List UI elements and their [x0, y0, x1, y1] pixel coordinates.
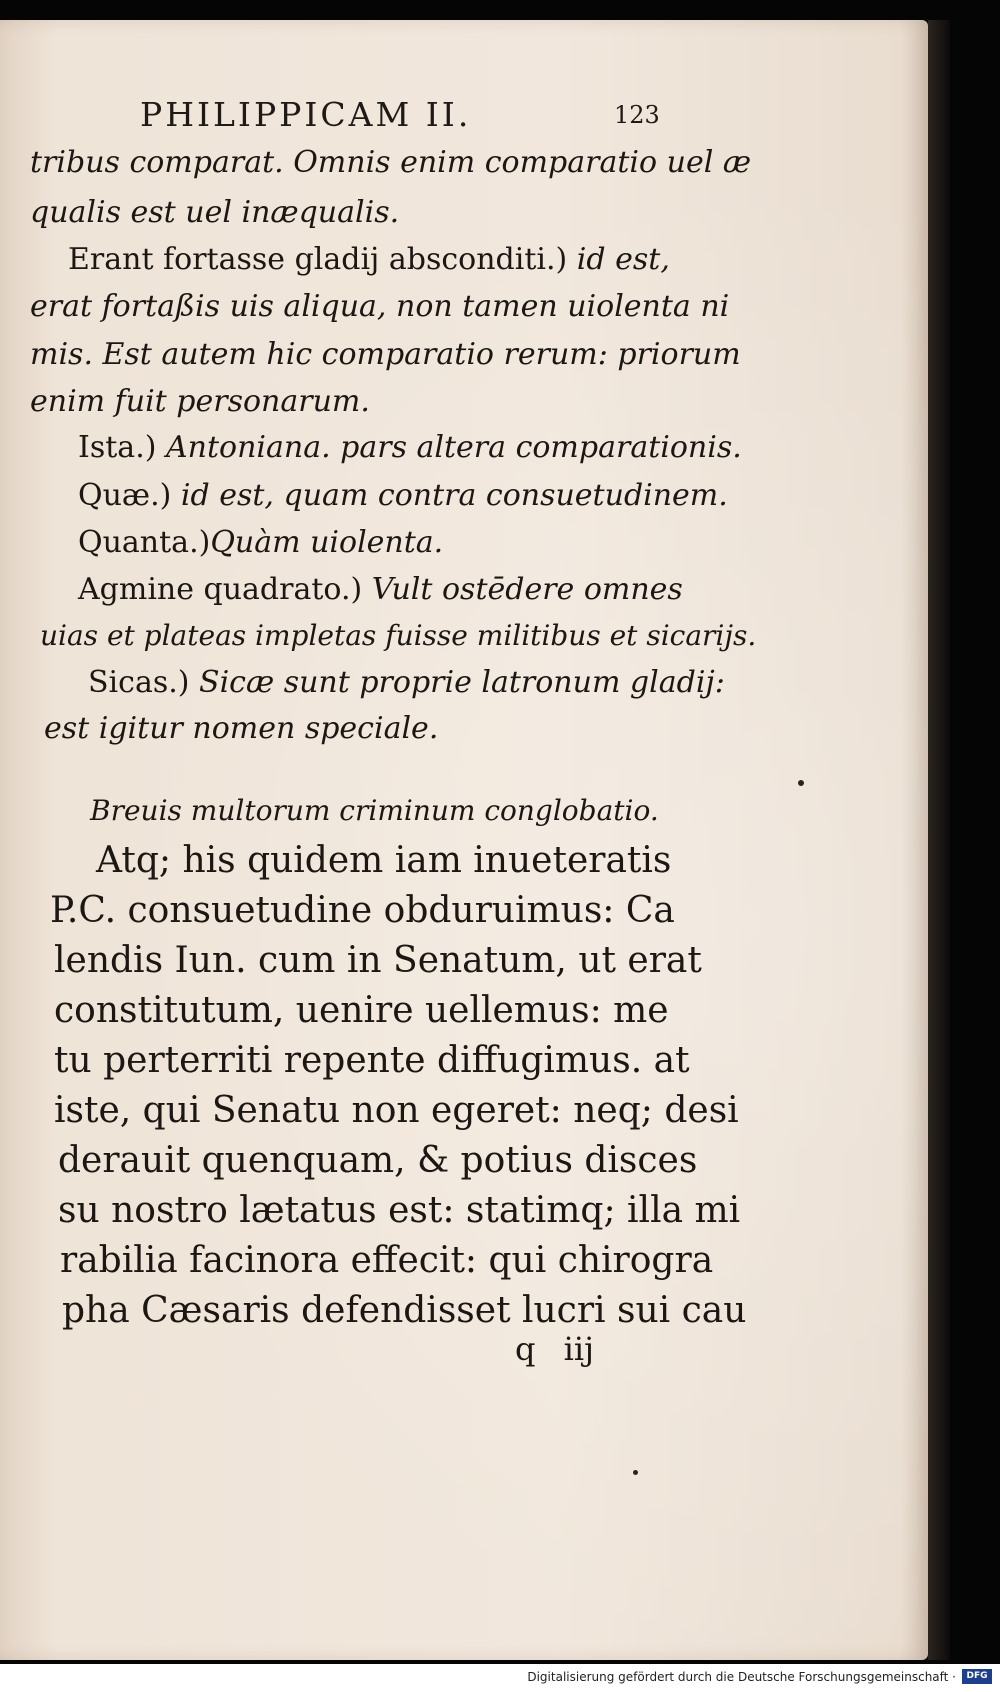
text-line: iste, qui Senatu non egeret: neq; desi: [54, 1090, 739, 1131]
text-line: [78, 525, 444, 560]
gloss: id est, quam contra consuetudinem.: [171, 478, 728, 513]
text-line: mis. Est autem hic comparatio rerum: priorum: [30, 337, 741, 372]
text-line: lendis Iun. cum in Senatum, ut erat: [54, 940, 702, 981]
text-line: qualis est uel inæqualis.: [30, 195, 400, 230]
page-edge: [928, 20, 950, 1660]
text-line: su nostro lætatus est: statimq; illa mi: [58, 1190, 741, 1231]
gloss: Vult ostēdere omnes: [362, 572, 683, 607]
text-line: enim fuit personarum.: [30, 384, 370, 419]
text-line: erat fortaßis uis aliqua, non tamen uiolenta ni: [30, 289, 730, 324]
text-line: pha Cæsaris defendisset lucri sui cau: [62, 1290, 747, 1331]
digitization-credit: Digitalisierung gefördert durch die Deutsche Forschungsgemeinschaft ·: [527, 1670, 956, 1684]
text-line: tribus comparat. Omnis enim comparatio uel æ: [30, 145, 752, 180]
paper-speck: [633, 1470, 638, 1475]
paper-speck: [798, 780, 804, 786]
gloss: Quàm uiolenta.: [210, 525, 444, 560]
page-number: 123: [614, 101, 660, 129]
text-line: [88, 665, 725, 700]
text-line: tu perterriti repente diffugimus. at: [54, 1040, 690, 1081]
lemma: Quanta.): [78, 525, 211, 560]
digitization-footer: [0, 1664, 1000, 1692]
text-line: [78, 478, 728, 513]
text-line: [78, 572, 683, 607]
text-line: [78, 430, 742, 465]
text-line: [68, 242, 670, 277]
lemma: Quæ.): [78, 478, 172, 513]
gloss: id est,: [567, 242, 670, 277]
text-line: constitutum, uenire uellemus: me: [54, 990, 669, 1031]
text-line: uias et plateas impletas fuisse militibus et sicarijs.: [40, 619, 757, 652]
running-head-title: PHILIPPICAM II.: [140, 95, 472, 134]
lemma: Erant fortasse gladij absconditi.): [68, 242, 568, 277]
text-line: est igitur nomen speciale.: [44, 711, 439, 746]
text-line: P.C. consuetudine obduruimus: Ca: [50, 890, 675, 931]
section-heading: Breuis multorum criminum conglobatio.: [90, 794, 659, 827]
dfg-logo: DFG: [962, 1669, 992, 1684]
lemma: Ista.): [78, 430, 157, 465]
gloss: Sicæ sunt proprie latronum gladij:: [189, 665, 725, 700]
text-line: rabilia facinora effecit: qui chirogra: [60, 1240, 714, 1281]
lemma: Sicas.): [88, 665, 190, 700]
signature-mark: q iij: [515, 1330, 595, 1368]
text-line: derauit quenquam, & potius disces: [58, 1140, 698, 1181]
text-line: Atq; his quidem iam inueteratis: [96, 840, 672, 881]
gloss: Antoniana. pars altera comparationis.: [156, 430, 742, 465]
lemma: Agmine quadrato.): [78, 572, 363, 607]
